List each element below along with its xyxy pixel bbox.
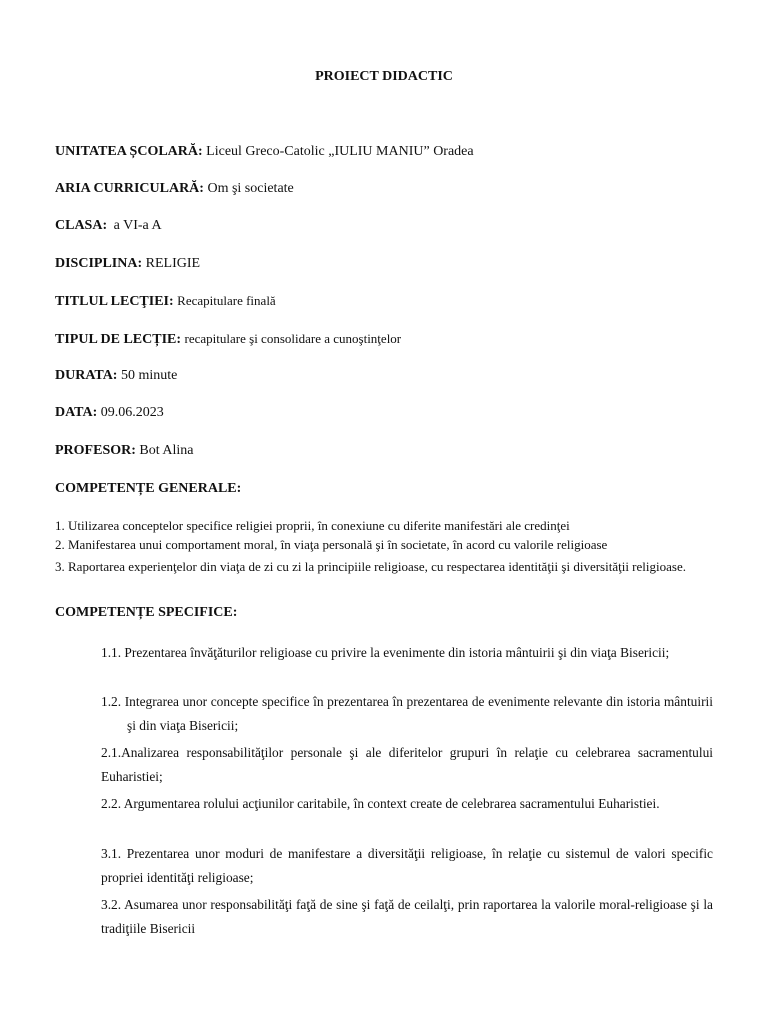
- competenta-specifica-item: 3.1. Prezentarea unor moduri de manifestare a diversităţii religioase, în relaţie cu sistemul de valori specific propriei identităţi religioase;: [101, 846, 713, 885]
- field-label: DISCIPLINA:: [55, 256, 143, 271]
- competenta-specifica-item: 2.1.Analizarea responsabilităţilor personale şi ale diferitelor grupuri în relaţie cu celebrarea sacramentului Euharistiei;: [101, 745, 713, 784]
- competenta-generala-item: 1. Utilizarea conceptelor specifice religiei proprii, în conexiune cu diferite manifestări ale credinţei: [55, 518, 570, 533]
- field-value: RELIGIE: [145, 256, 201, 271]
- competenta-specifica-item: 2.2. Argumentarea rolului acţiunilor caritabile, în context create de celebrarea sacramentului Euharistiei.: [101, 796, 660, 811]
- competente-generale-heading: COMPETENȚE GENERALE:: [55, 481, 242, 496]
- field-value: Liceul Greco-Catolic „IULIU MANIU” Oradea: [206, 144, 474, 159]
- field-value: Bot Alina: [139, 443, 194, 458]
- competenta-specifica-item: 3.2. Asumarea unor responsabilităţi faţă de sine şi faţă de ceilalţi, prin raportarea la valorile moral-religioase şi la tradiţiile Bisericii: [101, 897, 713, 936]
- field-value: 50 minute: [120, 368, 178, 383]
- field-label: DURATA:: [55, 368, 118, 383]
- field-label: ARIA CURRICULARĂ:: [55, 181, 204, 196]
- competenta-generala-item: 3. Raportarea experienţelor din viaţa de zi cu zi la principiile religioase, cu respectarea identităţii şi diversităţii religioase.: [55, 559, 686, 574]
- field-disciplina: [55, 255, 715, 273]
- field-label: PROFESOR:: [55, 443, 136, 458]
- field-label: UNITATEA ȘCOLARĂ:: [55, 144, 203, 159]
- field-label: TITLUL LECŢIEI:: [55, 294, 174, 309]
- field-value: a VI-a A: [113, 218, 162, 233]
- field-clasa: [55, 217, 715, 235]
- field-data: [55, 404, 715, 422]
- field-tipul-de-lectie: [55, 330, 715, 349]
- field-titlul-lectiei: [55, 292, 715, 311]
- field-unitatea-scolara: [55, 143, 715, 161]
- field-label: TIPUL DE LECȚIE:: [55, 332, 182, 347]
- field-profesor: [55, 442, 715, 460]
- field-label: CLASA:: [55, 218, 108, 233]
- competenta-specifica-item: 1.1. Prezentarea învăţăturilor religioase cu privire la evenimente din istoria mântuirii şi din viaţa Bisericii;: [101, 645, 670, 660]
- field-value: 09.06.2023: [100, 405, 164, 420]
- competenta-generala-item: 2. Manifestarea unui comportament moral, în viaţa personală şi în societate, în acord cu valorile religioase: [55, 537, 608, 552]
- field-aria-curriculara: [55, 180, 715, 198]
- field-value: recapitulare şi consolidare a cunoştinţelor: [184, 331, 402, 346]
- competenta-specifica-item: 1.2. Integrarea unor concepte specifice în prezentarea în prezentarea de evenimente relevante din istoria mântuirii şi din viaţa Bisericii;: [101, 694, 713, 733]
- field-label: DATA:: [55, 405, 98, 420]
- field-value: Recapitulare finală: [177, 293, 276, 308]
- competente-specifice-heading: COMPETENȚE SPECIFICE:: [55, 605, 238, 620]
- field-value: Om şi societate: [207, 181, 294, 196]
- field-durata: [55, 367, 715, 385]
- document-title: PROIECT DIDACTIC: [315, 69, 453, 84]
